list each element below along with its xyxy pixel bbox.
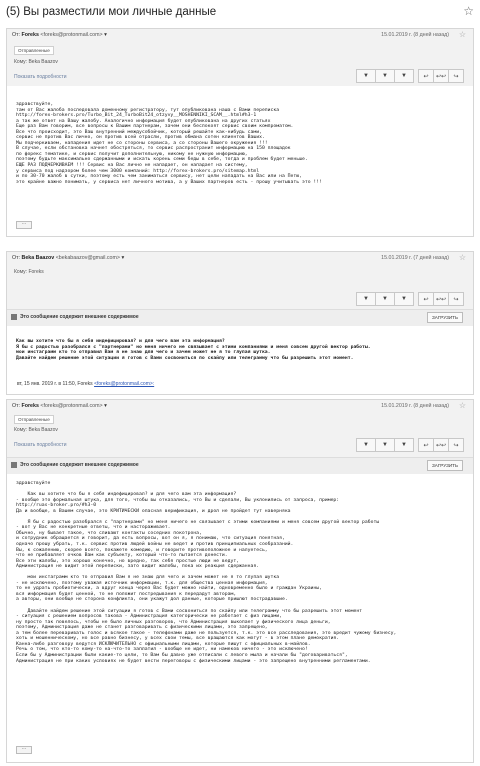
external-content-notice: Это сообщение содержит внешнее содержимое	[20, 462, 139, 468]
external-content-notice: Это сообщение содержит внешнее содержимое	[20, 314, 139, 320]
message-body	[7, 474, 473, 762]
folder-icon: ▼	[382, 73, 388, 79]
message-header[interactable]	[7, 252, 473, 309]
message-toolbar	[357, 292, 464, 305]
sender-address: <bekabaazov@gmail.com>	[55, 255, 120, 261]
sender-name[interactable]: Beka Baazov	[21, 255, 55, 261]
label-dropdown[interactable]	[394, 292, 414, 306]
sender-name[interactable]: Foreks	[21, 32, 39, 38]
forward-button[interactable]	[448, 292, 464, 306]
reply-all-icon: ↩↩	[435, 296, 447, 303]
sender-line	[12, 255, 124, 261]
sent-badge: Отправленные	[14, 46, 54, 55]
filter-dropdown[interactable]	[356, 292, 376, 306]
forward-button[interactable]	[448, 69, 464, 83]
reply-all-icon: ↩↩	[435, 442, 447, 449]
image-icon	[11, 314, 17, 320]
message-text: здравствуйте Как вы хотите что бы я себя индефицировал? и для чего вам эта информация? - вообще это формальная штука, для того, чтобы вы отказались, что Вы и сделали, Вы уклонились от запроса, пример: http://ruas-broker.pro/#h3-0 Да и вообще, в Вашем случае, это КРИТИЧЕСКИ опасная верификация, и дрол не пройдет тут наверняка Я бы с радостью разобрался с "партнерами" но меня ничего не связывает с этими компаниями и меня совсем другой вектор работы - вот у Вас не конкретные ответы, что и настораживает. Обычно, ну бывает такое, что сливают контакты соседних покотрона, и сотрудник обращается и говорит, да есть вопросы, вот он я, я понимаю, что ситуация понятная, одначо прошу убрать, т.к. сервис против людей войны не ведет и против принципиальных сообразаний. Вы, к сожалению, скорее всего, покажете комедию, и говорите противоположное и налуетесь, что не прибавляет очков Вам как субъекту, который что-то пытается донести. Все эти жалобы, это хорошо конечно, но вредно, так себя простые люди не ведут, Администрация не видит этой переписки, зато видит жалобы, пока их реакция сдержанная. мои инстаграмм кто то отправил Вам я не знаю для чего и зачем может не я то глупая шутка - не исключено, поэтому уважая источник информации, т.к. для общества ценная информация, то не удрать пробиотически, а вдруг конца через Вас будет можно найти, одновременно было и граждан Украины, вся информация будет ценной, то не положит постредывания к передадут авторам, а авторы, они вообще не сторона конфликта, они укажут дол данные, которые пришлют пострадавшие. Давайте найдем решение этой ситуации я готов с Вами сосвониться по скайпу или телеграмму что бы разрешить этот момент - ситуация с решением вопросов такова - Администрация категорически не работает с физ лицами, ну просто так повелось, чтобы не было личных разговоров, что Администрация выкопает у физического лица деньги, поэтому, Администрация даже не станет разговаривать с физическими лицами, это запрещено, а тем более переваривать голос и всякое такое - телефонами даже не пользуется, т.к. это все расследования, это вредит чужому бизнесу, хоть и мошенническому, но все равно бизнесу, у всех свои темы, все вращаются как могут - в этом плане демократия. Канна-либо разговору ведутся ИСКЛЮЧИТЕЛЬНО с официальными лицами, которые пишут с официальных в-майлов. Речь о том, что кто-то кому-то на-что-то заплатил - вообще не идет, ни намеков ничего - это исключено! Если бы у Администрации были какие-то цели, то Вам бы давно уже отписали с левого мыла и начали бы "договариваться", Администрация не при каких условиях не будет вести переговоры с физическими лицами - это запрещено внутренними регламентами.	[16, 481, 397, 664]
filter-icon: ▼	[363, 442, 369, 448]
tag-icon: ▼	[401, 296, 407, 302]
image-icon	[11, 462, 17, 468]
from-label: От:	[12, 403, 21, 409]
reply-button[interactable]	[418, 69, 434, 83]
filter-dropdown[interactable]	[356, 69, 376, 83]
tag-icon: ▼	[401, 73, 407, 79]
message-text: здравствуйте, там от Вас жалоба последовала доменному регистратору, тут опубликована наша с Вами переписка http://forex-brokers.pro/Turbo_Bit_24_TurboBit24_otzyvy__MOSHENNIKI_SCAM__.html#h3-1 а так же ответ на Вашу жалобу. Аналогично информация будет опубликована на других статьях Еще раз Вам говорим, все вопросы к Вашим партнерам, зачем они беспокоят сервис своим компроматом. Все что происходит, это Ваш внутренний междусобойчик, который решайте как-нибудь сами, сервис не против Вас лично, он против всей отрасли, против обмана сотен клиентов Ваших. Мы подчеркиваем, нападения идет не со стороны сервиса, а со стороны Вашего окружения !!! В случае, если обстановка начнет обостряться, то сервис распространит информацию на 150 площадок по форекс тематике, и сервис получит дополнительную, никому не нужную информацию, поэтому будьте максимально сдержанными и искать корень семи беды в себе, тогда и проблем будет меньше. ЕЩЕ РАЗ ПОДЧЕРКИВАЕМ !!! Сервис на Вас лично не нападает, он нападает на систему, у сервиса под надзором более чем 3000 компаний: http://forex-brokers.pro/sitemap.html и по 30-70 жалоб в сутки, поэтому есть чем заниматься сервису, нет цели нападать на Вас или на Петю, это крайне важно понимать, у сервиса нет личного мотива, а у Ваших партнеров есть - прошу учитывать это !!!	[16, 102, 322, 185]
star-icon[interactable]: ☆	[458, 253, 466, 262]
tag-icon: ▼	[401, 442, 407, 448]
reply-all-button[interactable]	[433, 438, 449, 452]
chevron-down-icon[interactable]: ▾	[104, 32, 107, 38]
load-content-button[interactable]: ЗАГРУЗИТЬ	[427, 312, 463, 323]
label-dropdown[interactable]	[394, 438, 414, 452]
sender-line	[12, 32, 107, 38]
message-body	[7, 326, 473, 394]
filter-icon: ▼	[363, 73, 369, 79]
message-header[interactable]	[7, 29, 473, 86]
reply-all-icon: ↩↩	[435, 73, 447, 80]
label-dropdown[interactable]	[394, 69, 414, 83]
forward-icon: ↪	[453, 296, 459, 303]
show-details-link[interactable]: Показать подробности	[14, 74, 67, 80]
load-content-button[interactable]: ЗАГРУЗИТЬ	[427, 460, 463, 471]
chevron-down-icon[interactable]: ▾	[121, 255, 125, 261]
message-date: 15.01.2019 г. (8 дней назад)	[381, 32, 449, 38]
quote-date: вт, 15 янв. 2019 г. в 11:50, Foreks	[17, 381, 93, 387]
move-to-folder-dropdown[interactable]	[375, 292, 395, 306]
message-body	[7, 86, 473, 236]
message-header[interactable]	[7, 400, 473, 457]
external-content-bar	[7, 309, 473, 326]
message-card	[6, 399, 474, 763]
filter-icon: ▼	[363, 296, 369, 302]
conversation-header	[6, 4, 474, 20]
message-toolbar	[357, 69, 464, 82]
reply-all-button[interactable]	[433, 292, 449, 306]
reply-icon: ↩	[423, 73, 429, 80]
sender-address: <foreks@protonmail.com>	[40, 32, 103, 38]
forward-icon: ↪	[453, 73, 459, 80]
message-card	[6, 251, 474, 395]
recipient-line: Кому: Beka Baazov	[14, 427, 58, 433]
message-date: 15.01.2019 г. (8 дней назад)	[381, 403, 449, 409]
show-details-link[interactable]: Показать подробности	[14, 442, 67, 448]
external-content-bar	[7, 457, 473, 474]
message-toolbar	[357, 438, 464, 451]
show-quoted-button[interactable]: ···	[16, 221, 32, 229]
from-label: От:	[12, 255, 21, 261]
move-to-folder-dropdown[interactable]	[375, 69, 395, 83]
message-date: 15.01.2019 г. (7 дней назад)	[381, 255, 449, 261]
reply-icon: ↩	[423, 442, 429, 449]
quote-email-link[interactable]: <foreks@protonmail.com>:	[94, 381, 155, 387]
recipient-line: Кому: Beka Baazov	[14, 59, 58, 65]
message-text: Как вы хотите что бы я себя индефицировал? и для чего вам эта информация? Я бы с радостью разобрался с "партнерами" но меня ничего не связывает с этими компаниями и меня совсем другой вектор работы. мои инстаграмм кто то отправил Вам я не знаю для чего и зачем может не я то глупая шутка. Давайте найдем решение этой ситуации я готов с Вами сосвониться по скайпу или телеграмму что бы разрешить этот момент.	[16, 339, 371, 361]
forward-icon: ↪	[453, 442, 459, 449]
show-quoted-button[interactable]: ···	[16, 746, 32, 754]
sent-badge: Отправленные	[14, 415, 54, 424]
forward-button[interactable]	[448, 438, 464, 452]
star-icon[interactable]: ☆	[458, 401, 466, 410]
from-label: От:	[12, 32, 21, 38]
reply-all-button[interactable]	[433, 69, 449, 83]
reply-button[interactable]	[418, 438, 434, 452]
filter-dropdown[interactable]	[356, 438, 376, 452]
chevron-down-icon[interactable]: ▾	[104, 403, 107, 409]
quote-header	[17, 381, 154, 387]
message-card	[6, 28, 474, 237]
sender-address: <foreks@protonmail.com>	[40, 403, 103, 409]
folder-icon: ▼	[382, 442, 388, 448]
recipient-line: Кому: Foreks	[14, 269, 44, 275]
star-icon[interactable]: ☆	[463, 4, 474, 18]
reply-icon: ↩	[423, 296, 429, 303]
sender-line	[12, 403, 107, 409]
sender-name[interactable]: Foreks	[21, 403, 39, 409]
star-icon[interactable]: ☆	[458, 30, 466, 39]
conversation-subject: (5) Вы разместили мои личные данные	[6, 6, 217, 18]
move-to-folder-dropdown[interactable]	[375, 438, 395, 452]
folder-icon: ▼	[382, 296, 388, 302]
reply-button[interactable]	[418, 292, 434, 306]
